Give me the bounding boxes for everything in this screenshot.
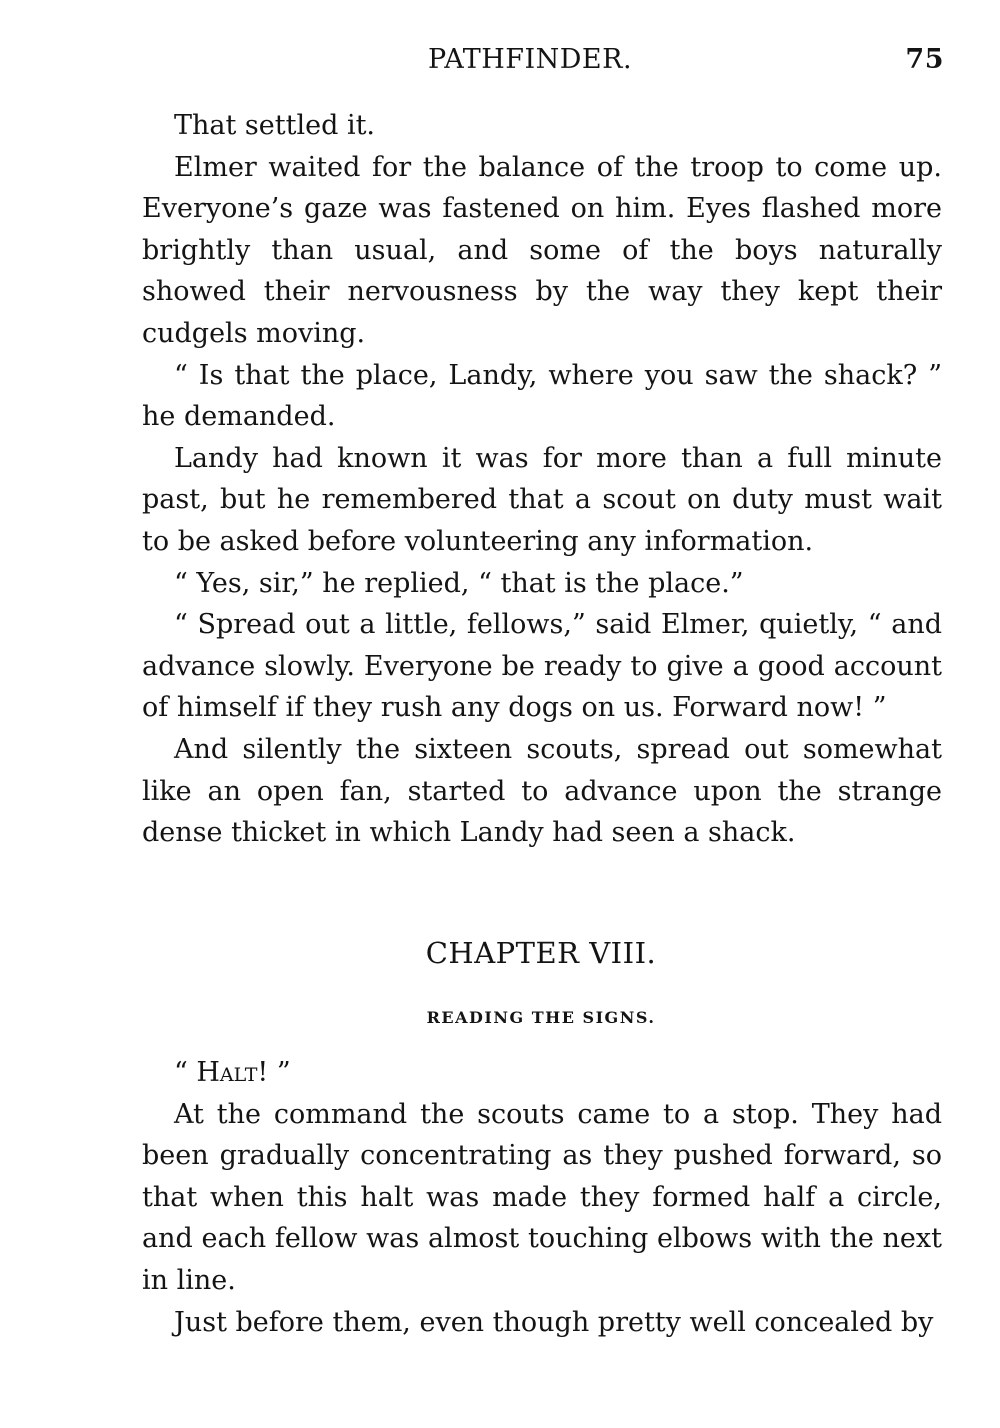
paragraph: “ Yes, sir,” he replied, “ that is the place.”: [174, 567, 744, 599]
command-line: “ Halt! ”: [174, 1057, 291, 1088]
paragraph: Elmer waited for the balance of the troop to come up. Everyone’s gaze was fastened on him. Eyes flashed more brightly than usual, and some of the boys naturally showed their nervousness by the way they kept their cudgels moving.: [142, 151, 942, 349]
running-head: [144, 44, 944, 84]
paragraph: That settled it.: [174, 110, 376, 141]
paragraph: Landy had known it was for more than a full minute past, but he remembered that a scout on duty must wait to be asked before volunteering any information.: [142, 442, 942, 557]
page-number: 75: [905, 44, 944, 75]
paragraph: At the command the scouts came to a stop. They had been gradually concentrating as they pushed forward, so that when this halt was made they formed half a circle, and each fellow was almost touching elbows with the next in line.: [142, 1098, 942, 1296]
running-title: PATHFINDER.: [428, 44, 633, 75]
paragraph: “ Is that the place, Landy, where you saw the shack? ” he demanded.: [142, 359, 942, 433]
paragraph: Just before them, even though pretty well concealed by: [174, 1306, 934, 1338]
chapter-heading: CHAPTER VIII.: [425, 936, 657, 970]
chapter-subtitle: READING THE SIGNS.: [426, 1008, 656, 1027]
paragraph: And silently the sixteen scouts, spread out somewhat like an open fan, started to advance upon the strange dense thicket in which Landy had seen a shack.: [142, 733, 942, 849]
paragraph: “ Spread out a little, fellows,” said Elmer, quietly, “ and advance slowly. Everyone be ready to give a good account of himself if they rush any dogs on us. Forward now! ”: [142, 609, 942, 724]
body-text-before-chapter: [142, 105, 942, 854]
body-text-after-chapter: [142, 1052, 942, 1343]
